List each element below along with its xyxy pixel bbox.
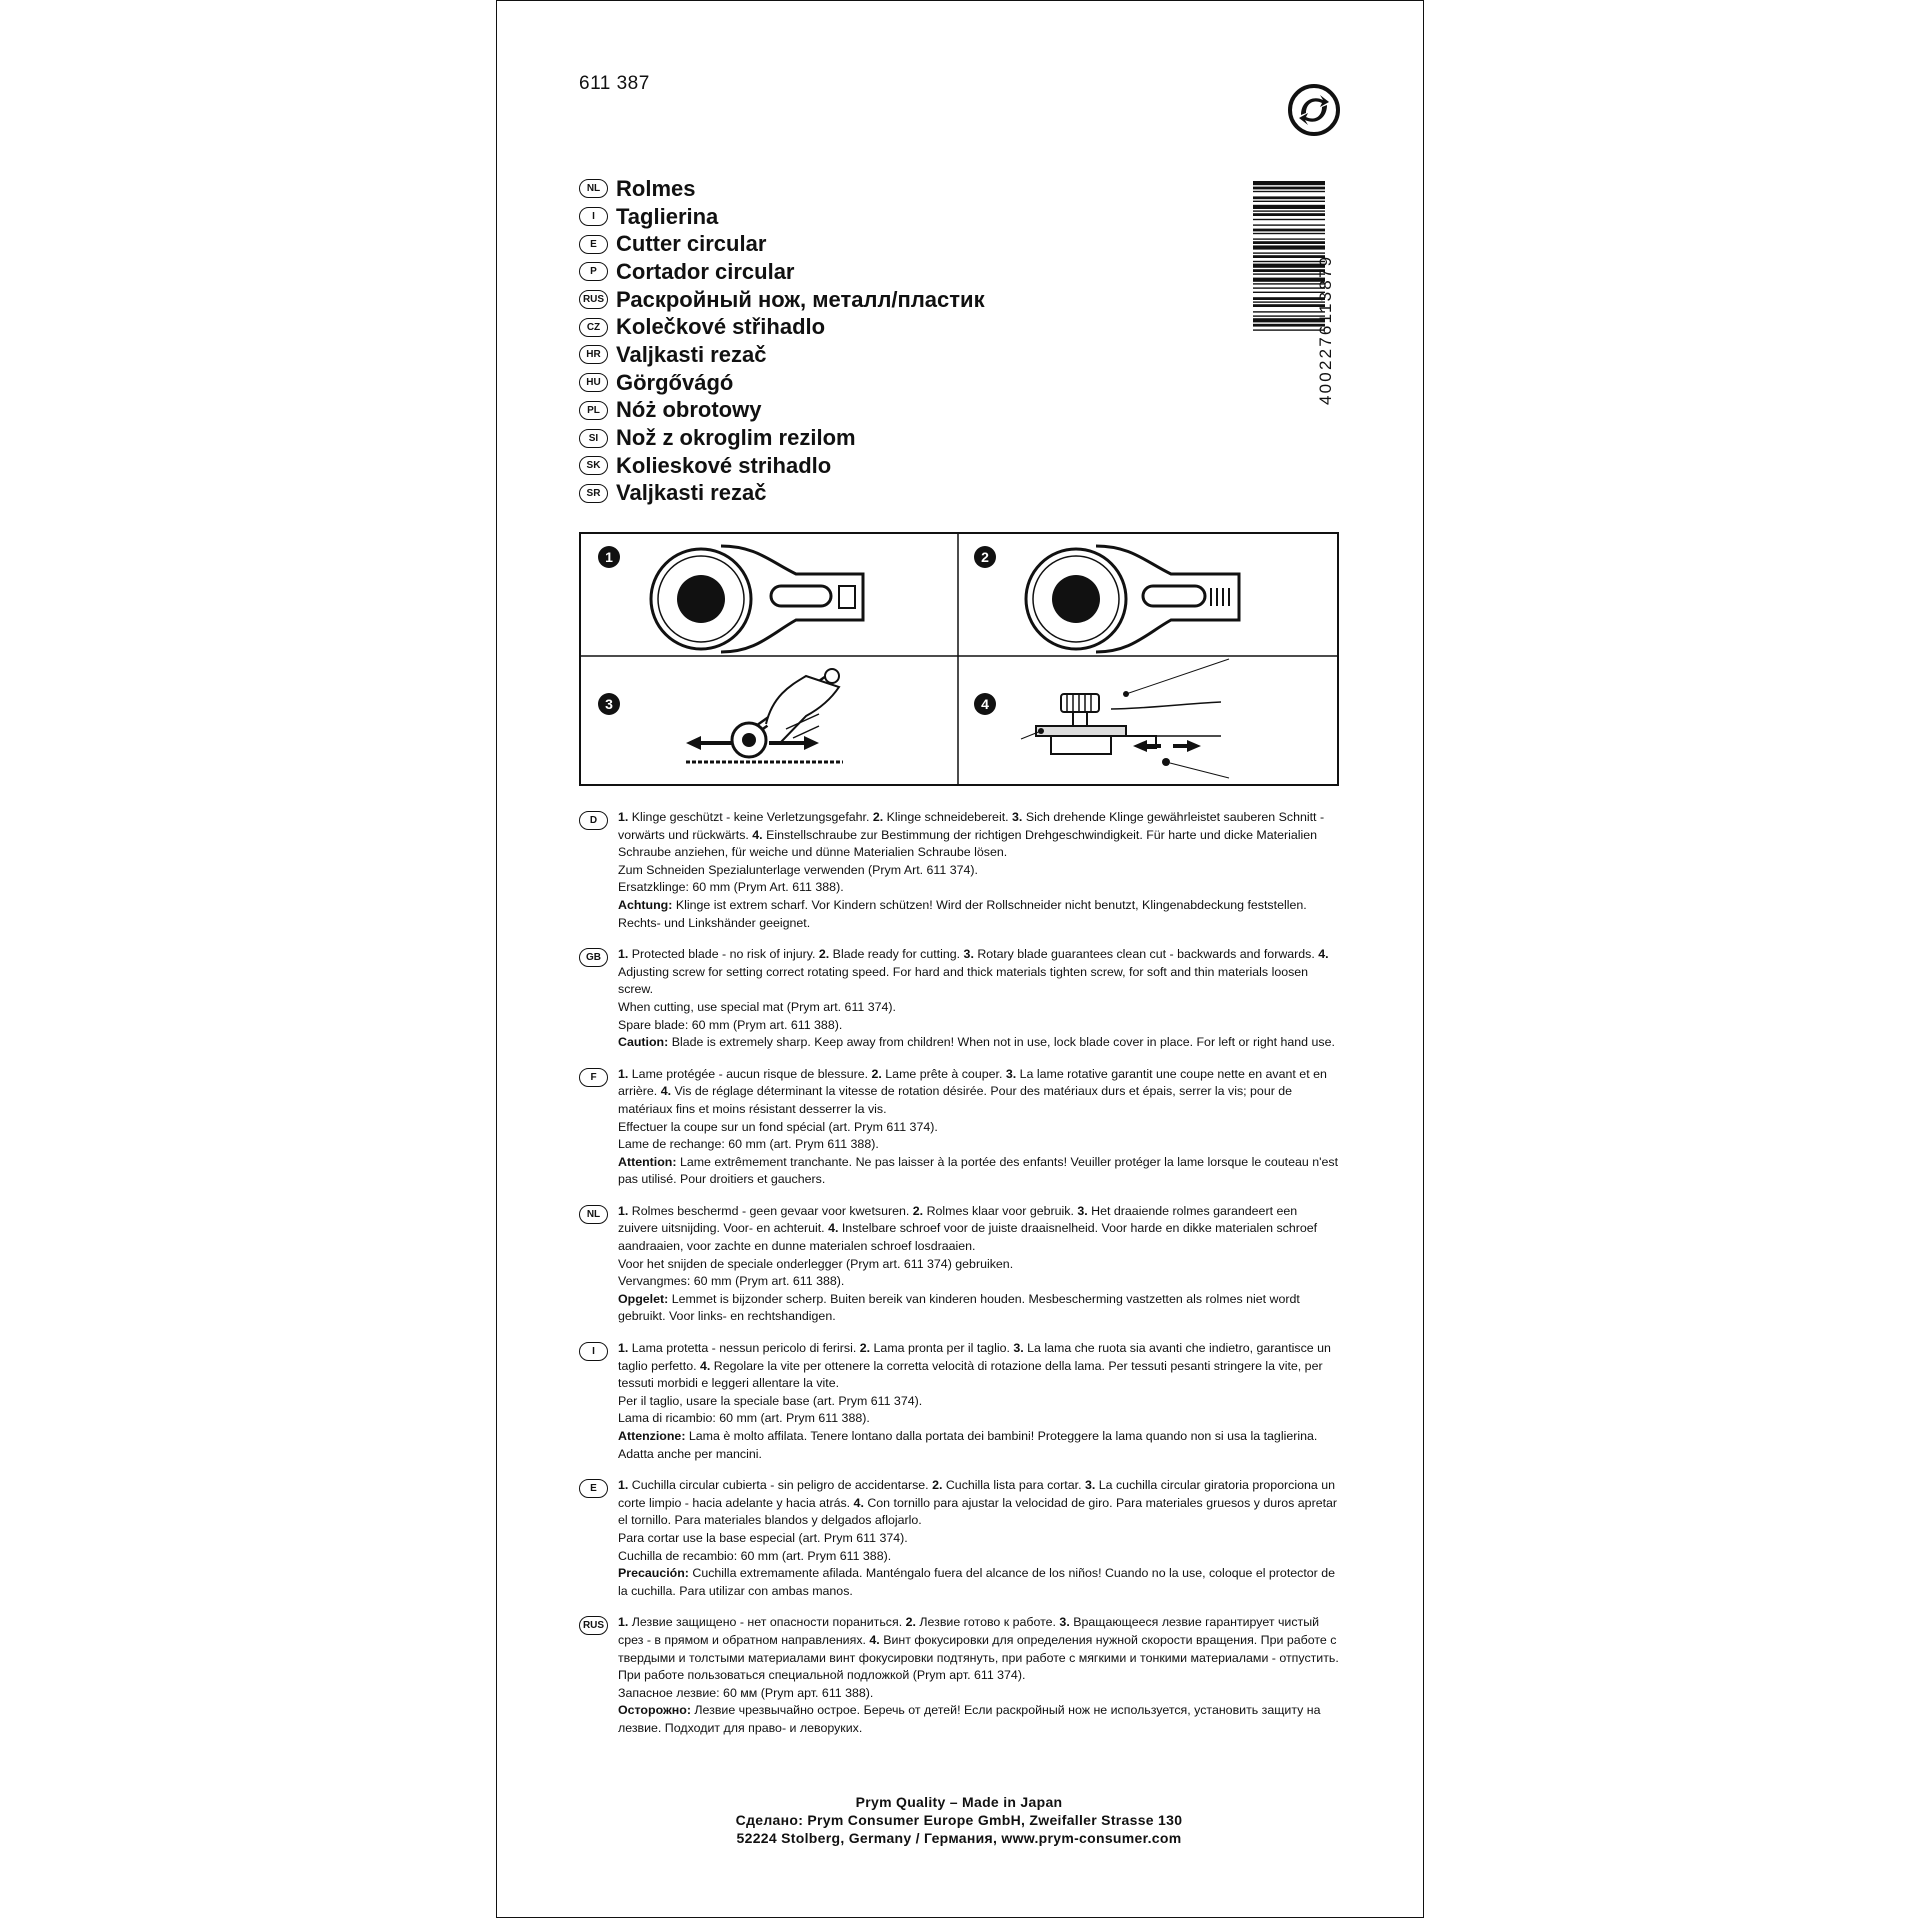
barcode-bar xyxy=(1253,292,1325,293)
barcode-bar xyxy=(1253,315,1325,316)
barcode-bar xyxy=(1253,311,1325,312)
step-number: 1 xyxy=(605,549,613,565)
instruction-text: 1. Protected blade - no risk of injury. 2. Blade ready for cutting. 3. Rotary blade guarantees clean cut - backwards and forwards. 4. Adjusting screw for setting correct rotating speed. For hard and thick materials tighten screw, for soft and thin materials loosen screw. When cutting, use special mat (Prym art. 611 374). Spare blade: 60 mm (Prym art. 611 388). Caution: Blade is extremely sharp. Keep away from children! When not in use, lock blade cover in place. For left or right hand use. xyxy=(618,947,1335,1050)
panel-3 xyxy=(598,669,843,762)
language-badge: SR xyxy=(579,484,608,503)
footer-address: 52224 Stolberg, Germany / Германия, www.prym-consumer.com xyxy=(736,1830,1182,1846)
language-badge: F xyxy=(579,1068,608,1087)
barcode-bar xyxy=(1253,283,1325,284)
title-row xyxy=(579,286,985,314)
step-number: 2 xyxy=(981,549,989,565)
barcode-bar xyxy=(1253,196,1325,199)
title-row xyxy=(579,258,985,286)
instruction-block-rus xyxy=(579,1614,1339,1737)
title-row xyxy=(579,203,985,231)
instruction-figure xyxy=(579,532,1339,786)
barcode-bar xyxy=(1253,245,1325,249)
product-title: Kolečkové střihadlo xyxy=(616,314,826,340)
language-badge: HR xyxy=(579,345,608,364)
language-badge: NL xyxy=(579,179,608,198)
barcode-bar xyxy=(1253,261,1325,262)
product-title-list xyxy=(579,175,985,507)
instruction-block-gb xyxy=(579,946,1339,1052)
title-row xyxy=(579,175,985,203)
panel-2 xyxy=(974,546,1239,652)
language-badge: E xyxy=(579,1479,608,1498)
barcode-bar xyxy=(1253,238,1325,239)
instruction-text: 1. Lama protetta - nessun pericolo di ferirsi. 2. Lama pronta per il taglio. 3. La lama che ruota sia avanti che indietro, garantisce un taglio perfetto. 4. Regolare la vite per ottenere la corretta velocità di rotazione della lama. Per tessuti pesanti stringere la vite, per tessuti morbidi e leggeri allentare la vite. Per il taglio, usare la speciale base (art. Prym 611 374). Lama di ricambio: 60 mm (art. Prym 611 388). Attenzione: Lama è molto affilata. Tenere lontano dalla portata dei bambini! Proteggere la lama quando non si usa la taglierina. Adatta anche per mancini. xyxy=(618,1341,1331,1461)
barcode-bar xyxy=(1253,278,1325,282)
step-number: 3 xyxy=(605,696,613,712)
language-badge: HU xyxy=(579,373,608,392)
title-row xyxy=(579,369,985,397)
instruction-text: 1. Rolmes beschermd - geen gevaar voor kwetsuren. 2. Rolmes klaar voor gebruik. 3. Het draaiende rolmes garandeert een zuivere uitsnijding. Voor- en achteruit. 4. Instelbare schroef voor de juiste draaisnelheid. Voor harde en dikke materialen schroef aandraaien, voor zachte en dunne materialen schroef losdraaien. Voor het snijden de speciale onderlegger (Prym art. 611 374) gebruiken. Vervangmes: 60 mm (Prym art. 611 388). Opgelet: Lemmet is bijzonder scherp. Buiten bereik van kinderen houden. Mesbescherming vastzetten als rolmes niet wordt gebruikt. Voor links- en rechtshandigen. xyxy=(618,1203,1318,1324)
language-badge: E xyxy=(579,235,608,254)
language-badge: CZ xyxy=(579,318,608,337)
language-badge: RUS xyxy=(579,1616,608,1635)
instruction-text: 1. Lame protégée - aucun risque de blessure. 2. Lame prête à couper. 3. La lame rotative garantit une coupe nette en avant et en arrière. 4. Vis de réglage déterminant la vitesse de rotation désirée. Pour des matériaux durs et épais, serrer la vis; pour de matériaux fins et moins résistant desserrer la vis. Effectuer la coupe sur un fond spécial (art. Prym 611 374). Lame de rechange: 60 mm (art. Prym 611 388). Attention: Lame extrêmement tranchante. Ne pas laisser à la portée des enfants! Veuiller protéger la lame lorsque le couteau n'est pas utilisé. Pour droitiers et gauchers. xyxy=(618,1066,1339,1187)
barcode-bar xyxy=(1253,273,1325,274)
language-badge: RUS xyxy=(579,290,608,309)
product-title: Cortador circular xyxy=(616,258,795,284)
product-title: Cutter circular xyxy=(616,231,767,257)
product-title: Раскройный нож, металл/пластик xyxy=(616,286,985,312)
language-badge: I xyxy=(579,207,608,226)
product-title: Taglierina xyxy=(616,203,719,229)
barcode-bar xyxy=(1253,233,1325,234)
barcode-bar xyxy=(1253,255,1325,258)
barcode-bar xyxy=(1253,210,1325,211)
language-badge: D xyxy=(579,811,608,830)
barcode-bars xyxy=(1253,181,1325,331)
language-badge: PL xyxy=(579,401,608,420)
recycle-icon xyxy=(1287,83,1341,137)
panel-1 xyxy=(598,546,863,652)
instruction-text: 1. Cuchilla circular cubierta - sin peligro de accidentarse. 2. Cuchilla lista para cortar. 3. La cuchilla circular giratoria proporciona un corte limpio - hacia adelante y hacia atrás. 4. Con tornillo para ajustar la velocidad de giro. Para materiales gruesos y duros apretar el tornillo. Para materiales blandos y delgados aflojarlo. Para cortar use la base especial (art. Prym 611 374). Cuchilla de recambio: 60 mm (art. Prym 611 388). Precaución: Cuchilla extremamente afilada. Manténgalo fuera del alcance de los niños! Cuando no la use, coloque el protector de la cuchilla. Para utilizar con ambas manos. xyxy=(618,1478,1338,1598)
language-badge: SI xyxy=(579,429,608,448)
barcode-bar xyxy=(1253,191,1325,192)
article-number: 611 387 xyxy=(579,73,650,94)
title-row xyxy=(579,230,985,258)
language-badge: NL xyxy=(579,1205,608,1224)
instruction-text: 1. Klinge geschützt - keine Verletzungsgefahr. 2. Klinge schneidebereit. 3. Sich drehende Klinge gewährleistet sauberen Schnitt - vorwärts und rückwärts. 4. Einstellschraube zur Bestimmung der richtigen Drehgeschwindigkeit. Für harte und dicke Materialien Schraube anziehen, für weiche und dünne Materialien Schraube lösen. Zum Schneiden Spezialunterlage verwenden (Prym Art. 611 374). Ersatzklinge: 60 mm (Prym Art. 611 388). Achtung: Klinge ist extrem scharf. Vor Kindern schützen! Wird der Rollschneider nicht benutzt, Klingenabdeckung feststellen. Rechts- und Linkshänder geeignet. xyxy=(618,810,1325,930)
instruction-block-f xyxy=(579,1066,1339,1189)
instruction-block-i xyxy=(579,1340,1339,1463)
step-number: 4 xyxy=(981,696,989,712)
barcode-bar xyxy=(1253,318,1325,322)
footer xyxy=(579,1793,1339,1847)
language-badge: P xyxy=(579,262,608,281)
footer-quality: Prym Quality – Made in Japan xyxy=(855,1794,1063,1810)
panel-4 xyxy=(974,659,1229,778)
product-title: Valjkasti rezač xyxy=(616,480,767,506)
barcode-bar xyxy=(1253,181,1325,185)
product-title: Nóż obrotowy xyxy=(616,397,762,423)
title-row xyxy=(579,452,985,480)
instruction-block-d xyxy=(579,809,1339,932)
barcode xyxy=(1253,177,1341,409)
barcode-bar xyxy=(1253,205,1325,209)
instruction-block-e xyxy=(579,1477,1339,1600)
barcode-bar xyxy=(1253,241,1325,244)
barcode-bar xyxy=(1253,304,1325,307)
barcode-bar xyxy=(1253,297,1325,300)
product-title: Rolmes xyxy=(616,175,696,201)
title-row xyxy=(579,313,985,341)
product-title: Nož z okroglim rezilom xyxy=(616,425,856,451)
title-row xyxy=(579,480,985,508)
language-badge: GB xyxy=(579,948,608,967)
barcode-bar xyxy=(1253,201,1325,202)
barcode-bar xyxy=(1253,269,1325,272)
barcode-bar xyxy=(1253,301,1325,302)
barcode-bar xyxy=(1253,329,1325,330)
barcode-bar xyxy=(1253,224,1325,225)
title-row xyxy=(579,341,985,369)
barcode-bar xyxy=(1253,213,1325,216)
barcode-bar xyxy=(1253,287,1325,288)
instruction-block-nl xyxy=(579,1203,1339,1326)
product-title: Görgővágó xyxy=(616,369,734,395)
instruction-text: 1. Лезвие защищено - нет опасности пораниться. 2. Лезвие готово к работе. 3. Вращающееся лезвие гарантирует чистый срез - в прямом и обратном направлениях. 4. Винт фокусировки для определения нужной скорости вращения. При работе с твердыми и толстыми материалами винт фокусировки подтянуть, при работе с мягкими и тонкими материалами - отпустить. При работе пользоваться специальной подложкой (Prym арт. 611 374). Запасное лезвие: 60 мм (Prym арт. 611 388). Осторожно: Лезвие чрезвычайно острое. Беречь от детей! Если раскройный нож не используется, установить защиту на лезвие. Подходит для право- и леворуких. xyxy=(618,1615,1339,1735)
language-badge: I xyxy=(579,1342,608,1361)
product-title: Kolieskové strihadlo xyxy=(616,452,832,478)
product-title: Valjkasti rezač xyxy=(616,341,767,367)
packaging-card xyxy=(496,0,1424,1918)
barcode-bar xyxy=(1253,324,1325,327)
title-row xyxy=(579,424,985,452)
barcode-bar xyxy=(1253,252,1325,253)
footer-manufacturer: Сделано: Prym Consumer Europe GmbH, Zweifaller Strasse 130 xyxy=(735,1812,1183,1828)
barcode-bar xyxy=(1253,229,1325,232)
language-badge: SK xyxy=(579,456,608,475)
title-row xyxy=(579,397,985,425)
figure-drawing xyxy=(581,534,1337,784)
barcode-digits: 4002276113879 xyxy=(1316,254,1335,405)
instructions-section xyxy=(579,809,1339,1752)
barcode-bar xyxy=(1253,187,1325,190)
barcode-bar xyxy=(1253,264,1325,268)
barcode-bar xyxy=(1253,219,1325,220)
